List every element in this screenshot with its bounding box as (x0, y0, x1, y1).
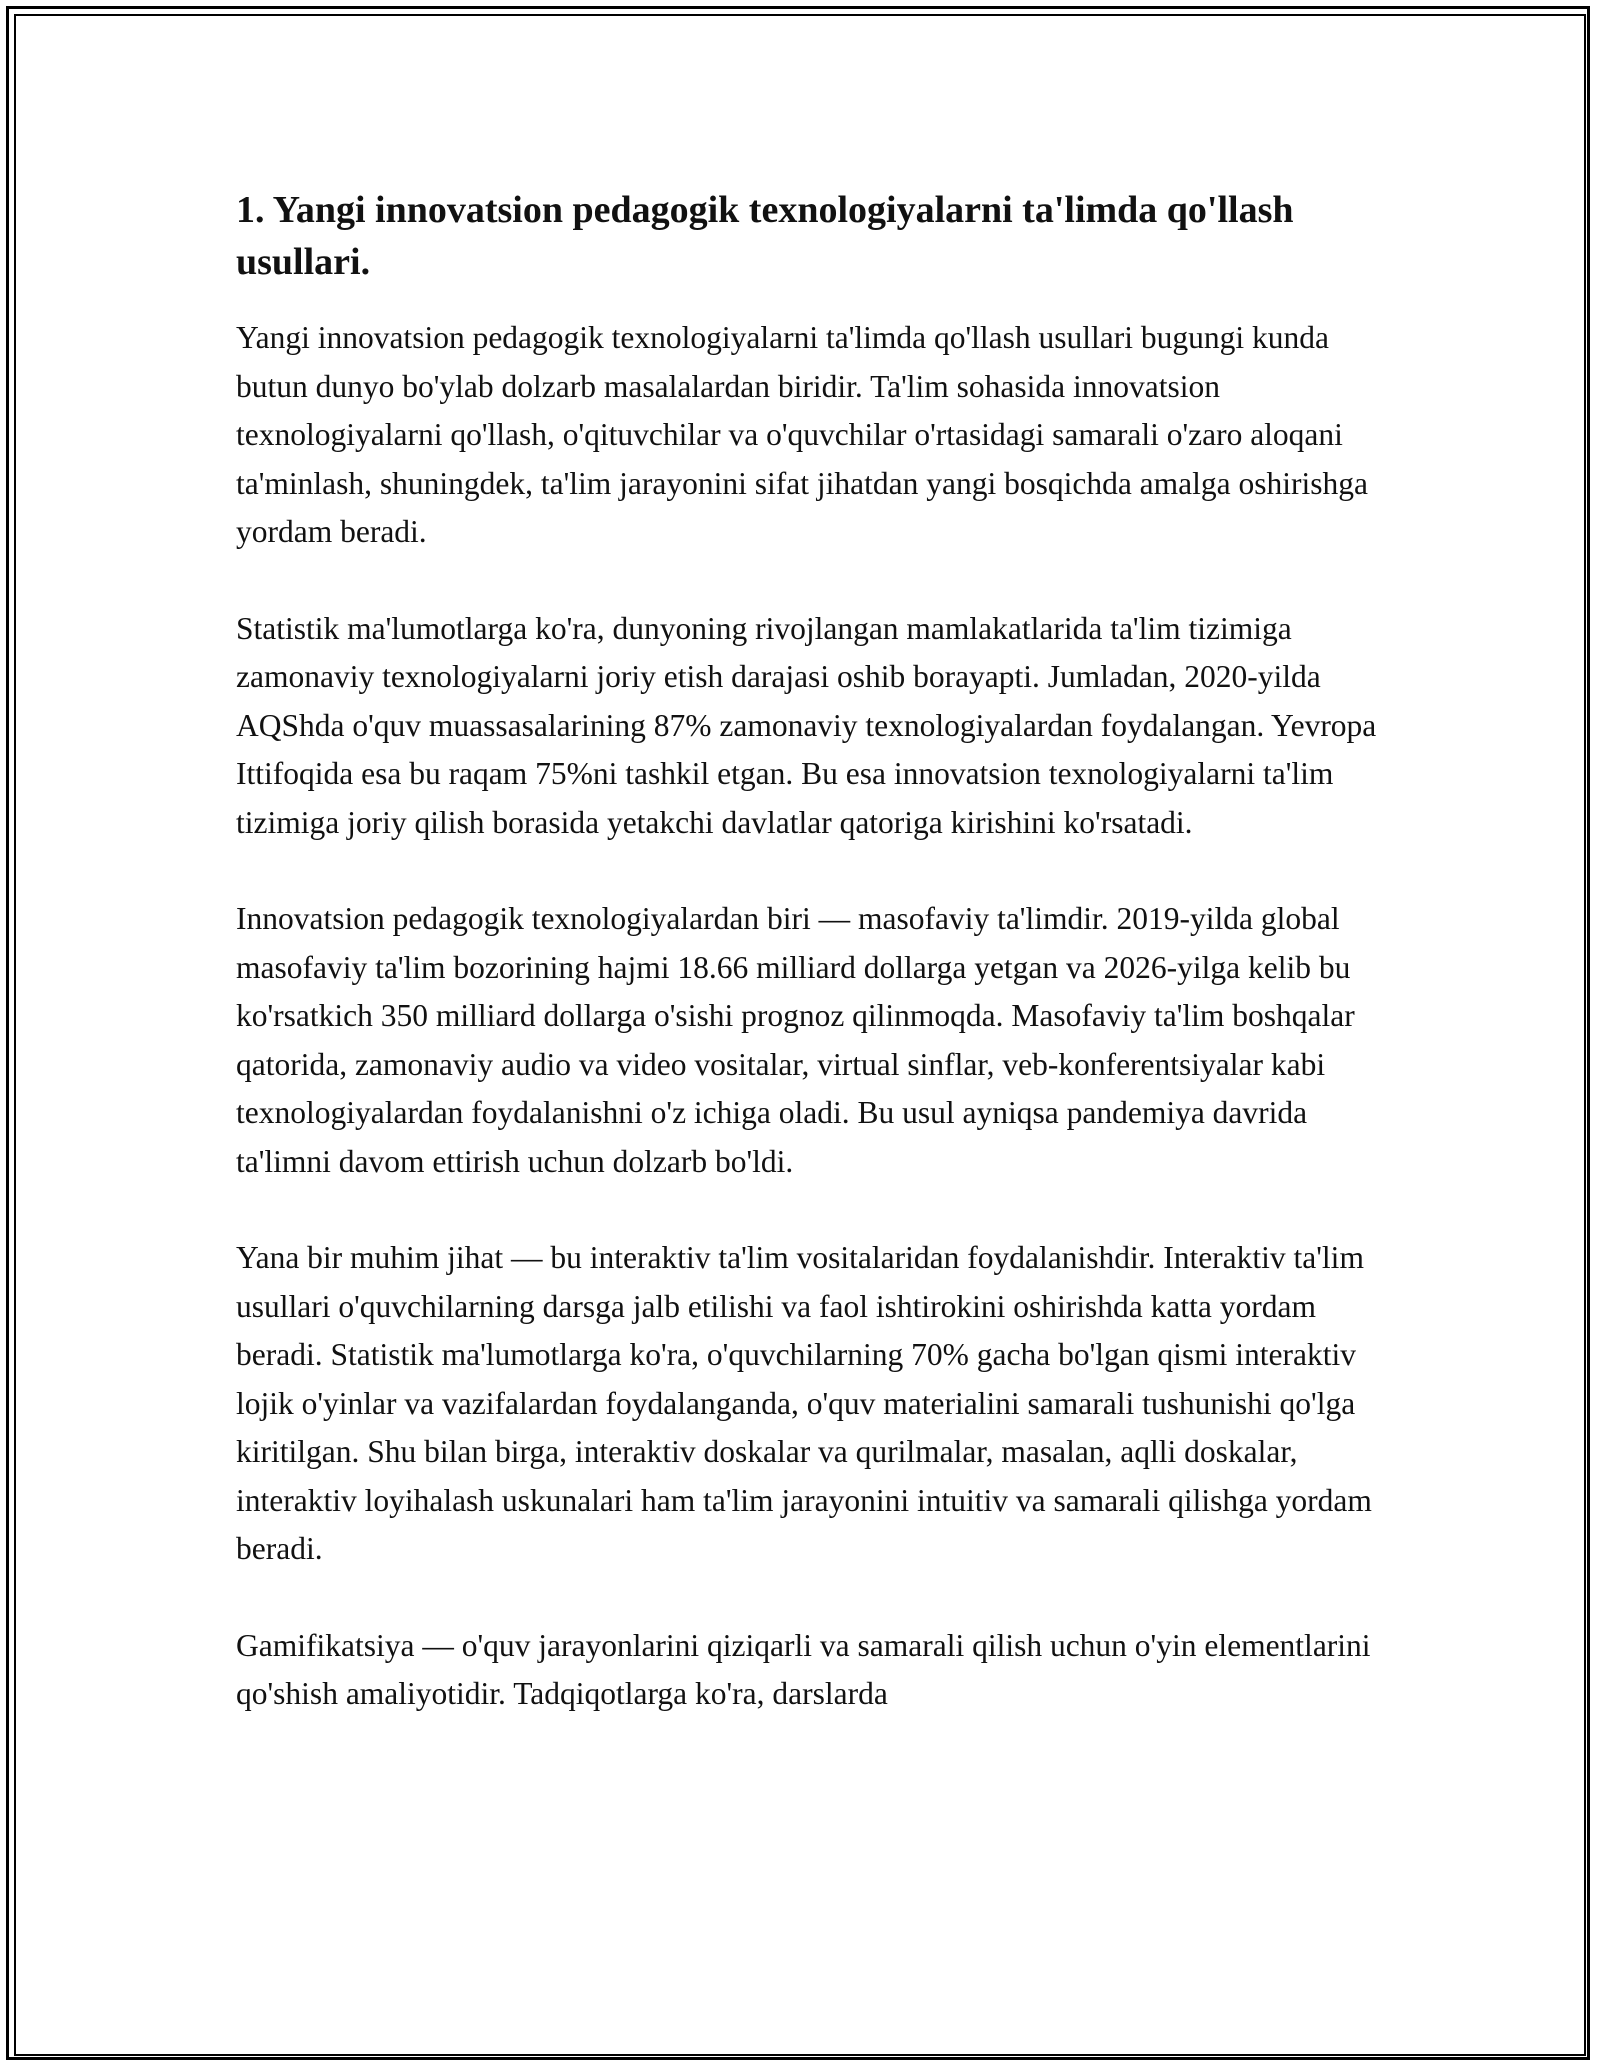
paragraph-1: Yangi innovatsion pedagogik texnologiyalarni ta'limda qo'llash usullari bugungi kunda butun dunyo bo'ylab dolzarb masalalardan biridir. Ta'lim sohasida innovatsion texnologiyalarni qo'llash, o'qituvchilar va o'quvchilar o'rtasidagi samarali o'zaro aloqani ta'minlash, shuningdek, ta'lim jarayonini sifat jihatdan yangi bosqichda amalga oshirishga yordam beradi. (236, 320, 1368, 549)
paragraph-5: Gamifikatsiya — o'quv jarayonlarini qiziqarli va samarali qilish uchun o'yin elementlarini qo'shish amaliyotidir. Tadqiqotlarga ko'ra, darslarda (236, 1627, 1371, 1711)
paragraph-3: Innovatsion pedagogik texnologiyalardan biri — masofaviy ta'limdir. 2019-yilda global masofaviy ta'lim bozorining hajmi 18.66 milliard dollarga yetgan va 2026-yilga kelib bu ko'rsatkich 350 milliard dollarga o'sishi prognoz qilinmoqda. Masofaviy ta'lim boshqalar qatorida, zamonaviy audio va video vositalar, virtual sinflar, veb-konferentsiyalar kabi texnologiyalardan foydalanishni o'z ichiga oladi. Bu usul ayniqsa pandemiya davrida ta'limni davom ettirish uchun dolzarb bo'ldi. (236, 901, 1355, 1179)
document-body (236, 184, 1386, 1767)
paragraph-2: Statistik ma'lumotlarga ko'ra, dunyoning rivojlangan mamlakatlarida ta'lim tizimiga zamonaviy texnologiyalarni joriy etish darajasi oshib borayapti. Jumladan, 2020-yilda AQShda o'quv muassasalarining 87% zamonaviy texnologiyalardan foydalangan. Yevropa Ittifoqida esa bu raqam 75%ni tashkil etgan. Bu esa innovatsion texnologiyalarni ta'lim tizimiga joriy qilish borasida yetakchi davlatlar qatoriga kirishini ko'rsatadi. (236, 610, 1377, 840)
paragraph-4: Yana bir muhim jihat — bu interaktiv ta'lim vositalaridan foydalanishdir. Interaktiv ta'lim usullari o'quvchilarning darsga jalb etilishi va faol ishtirokini oshirishda katta yordam beradi. Statistik ma'lumotlarga ko'ra, o'quvchilarning 70% gacha bo'lgan qismi interaktiv lojik o'yinlar va vazifalardan foydalanganda, o'quv materialini samarali tushunishi qo'lga kiritilgan. Shu bilan birga, interaktiv doskalar va qurilmalar, masalan, aqlli doskalar, interaktiv loyihalash uskunalari ham ta'lim jarayonini intuitiv va samarali qilishga yordam beradi. (236, 1240, 1372, 1566)
section-heading: 1. Yangi innovatsion pedagogik texnologiyalarni ta'limda qo'llash usullari. (236, 189, 1294, 283)
